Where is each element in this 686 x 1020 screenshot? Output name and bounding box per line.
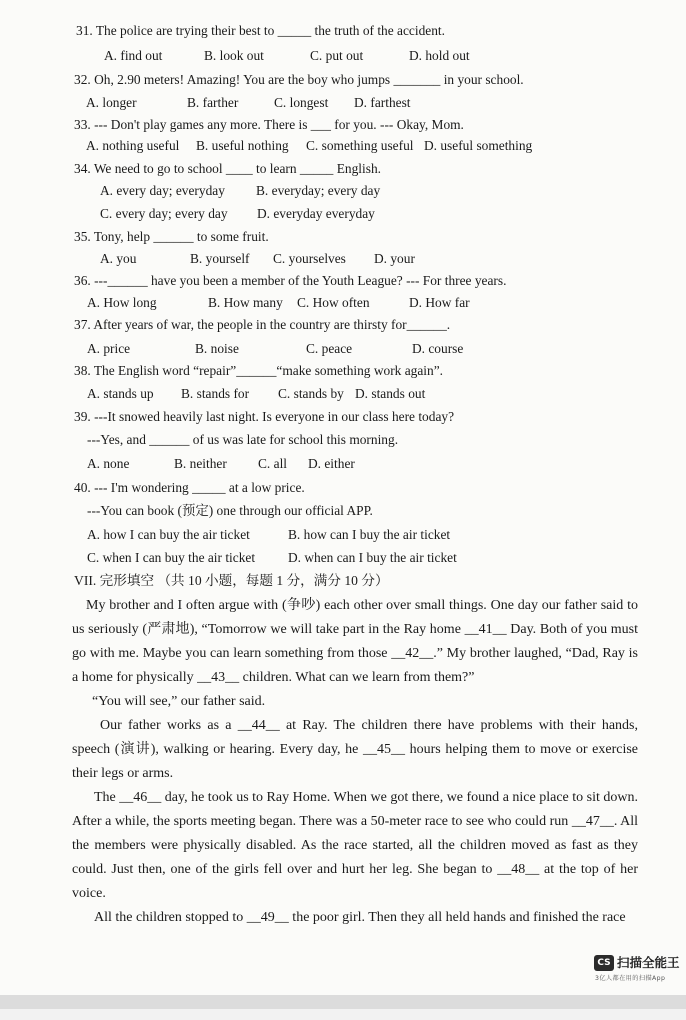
- option: A. How long: [87, 295, 157, 310]
- passage-paragraph: My brother and I often argue with (争吵) each other over small things. One day our father said to us seriously (严肃地), “Tomorrow we will take part in the Ray home __41__ Day. Both of you must go with me. Maybe you can learn something from those __42__.” My brother laughed, “Dad, Ray is a home for physically __43__ children. What can we learn from them?”: [72, 598, 638, 685]
- question-31-stem: 31. The police are trying their best to _____ the truth of the accident.: [76, 23, 446, 38]
- option: A. stands up: [87, 386, 154, 401]
- cloze-passage: [72, 594, 638, 930]
- option: D. course: [412, 341, 464, 356]
- option: C. something useful: [306, 138, 414, 153]
- option: D. your: [374, 251, 415, 266]
- question-39-stem-2: ---Yes, and ______ of us was late for school this morning.: [87, 432, 399, 447]
- passage-paragraph: Our father works as a __44__ at Ray. The children there have problems with their hands, speech (演讲), walking or hearing. Every day, he __45__ hours helping them to move or exercise their legs or arms.: [72, 718, 638, 781]
- option: C. longest: [274, 95, 329, 110]
- option: D. How far: [409, 295, 470, 310]
- option: D. stands out: [355, 386, 426, 401]
- option: A. price: [87, 341, 131, 356]
- option: D. farthest: [354, 95, 411, 110]
- option: A. you: [100, 251, 137, 266]
- passage-paragraph: All the children stopped to __49__ the poor girl. Then they all held hands and finished the race: [94, 910, 626, 925]
- option: B. How many: [208, 295, 283, 310]
- question-33-stem: 33. --- Don't play games any more. There is ___ for you. --- Okay, Mom.: [74, 117, 464, 132]
- option: C. every day; every day: [100, 206, 228, 221]
- scanner-watermark: [594, 953, 680, 987]
- option: B. useful nothing: [196, 138, 289, 153]
- question-36-stem: 36. ---______ have you been a member of the Youth League? --- For three years.: [74, 273, 507, 288]
- option: C. put out: [310, 48, 364, 63]
- scanner-app-name: 扫描全能王: [617, 955, 680, 970]
- option: C. How often: [297, 295, 370, 310]
- option: D. when can I buy the air ticket: [288, 550, 457, 565]
- passage-paragraph: The __46__ day, he took us to Ray Home. When we got there, we found a nice place to sit down. After a while, the sports meeting began. There was a 50-meter race to see who could run __47__. All the members were physically disabled. As the race started, all the children moved as fast as they could. Just then, one of the girls fell over and hurt her leg. She began to __48__ at the top of her voice.: [72, 790, 638, 901]
- option: B. noise: [195, 341, 239, 356]
- option: A. nothing useful: [86, 138, 180, 153]
- bottom-margin-strip: [0, 1009, 686, 1020]
- option: C. when I can buy the air ticket: [87, 550, 256, 565]
- option: D. either: [308, 456, 355, 471]
- option: A. every day; everyday: [100, 183, 225, 198]
- option: C. peace: [306, 341, 353, 356]
- option: D. useful something: [424, 138, 533, 153]
- passage-paragraph: “You will see,” our father said.: [92, 694, 266, 709]
- option: B. look out: [204, 48, 264, 63]
- option: B. how can I buy the air ticket: [288, 527, 451, 542]
- option: A. longer: [86, 95, 137, 110]
- option: A. find out: [104, 48, 163, 63]
- question-37-stem: 37. After years of war, the people in the country are thirsty for______.: [74, 317, 451, 332]
- section-heading: VII. 完形填空 （共 10 小题，每题 1 分，满分 10 分）: [74, 573, 389, 588]
- option: C. yourselves: [273, 251, 346, 266]
- question-40-stem-2: ---You can book (预定) one through our official APP.: [87, 503, 373, 518]
- option: B. yourself: [190, 251, 250, 266]
- option: C. stands by: [278, 386, 344, 401]
- option: B. everyday; every day: [256, 183, 381, 198]
- option: A. none: [87, 456, 130, 471]
- option: B. farther: [187, 95, 239, 110]
- option: D. everyday everyday: [257, 206, 375, 221]
- question-39-stem: 39. ---It snowed heavily last night. Is everyone in our class here today?: [74, 409, 455, 424]
- question-34-stem: 34. We need to go to school ____ to learn _____ English.: [74, 161, 381, 176]
- option: A. how I can buy the air ticket: [87, 527, 250, 542]
- question-35-stem: 35. Tony, help ______ to some fruit.: [74, 229, 269, 244]
- option: B. neither: [174, 456, 227, 471]
- scanner-logo-icon: CS: [594, 955, 614, 971]
- option: C. all: [258, 456, 288, 471]
- scanner-tagline: 3亿人都在用的扫描App: [595, 975, 666, 982]
- question-40-stem: 40. --- I'm wondering _____ at a low price.: [74, 480, 305, 495]
- question-32-stem: 32. Oh, 2.90 meters! Amazing! You are the boy who jumps _______ in your school.: [74, 72, 524, 87]
- option: D. hold out: [409, 48, 470, 63]
- question-38-stem: 38. The English word “repair”______“make something work again”.: [74, 363, 444, 378]
- option: B. stands for: [181, 386, 250, 401]
